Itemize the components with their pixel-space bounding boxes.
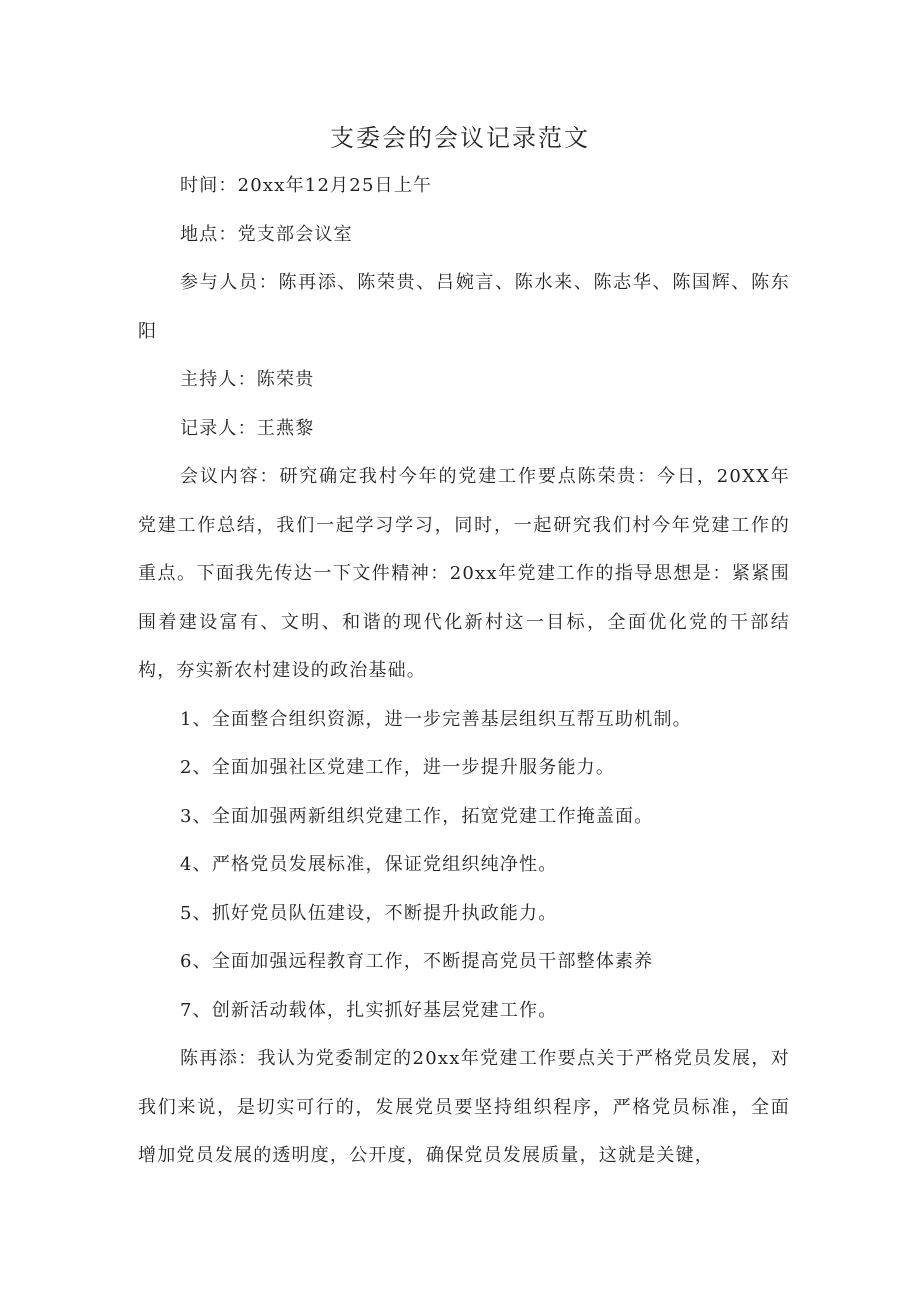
document-body bbox=[138, 162, 790, 1181]
list-item: 5、抓好党员队伍建设，不断提升执政能力。 bbox=[180, 902, 558, 924]
list-item: 1、全面整合组织资源，进一步完善基层组织互帮互助机制。 bbox=[180, 708, 692, 730]
meeting-location: 地点：党支部会议室 bbox=[180, 223, 353, 245]
meeting-recorder: 记录人：王燕黎 bbox=[180, 417, 315, 439]
meeting-host: 主持人：陈荣贵 bbox=[180, 369, 315, 390]
list-item: 3、全面加强两新组织党建工作，拓宽党建工作掩盖面。 bbox=[180, 805, 654, 827]
meeting-time: 时间：20xx年12月25日上午 bbox=[180, 175, 433, 196]
meeting-content: 会议内容：研究确定我村今年的党建工作要点陈荣贵：今日，20XX年党建工作总结，我们一起学习学习，同时，一起研究我们村今年党建工作的重点。下面我先传达一下文件精神：20xx年党建工作的指导思想是：紧紧围围着建设富有、文明、和谐的现代化新村这一目标，全面优化党的干部结构，夯实新农村建设的政治基础。 bbox=[138, 466, 790, 681]
meeting-participants: 参与人员：陈再添、陈荣贵、吕婉言、陈水来、陈志华、陈国辉、陈东阳 bbox=[138, 272, 790, 342]
list-item: 2、全面加强社区党建工作，进一步提升服务能力。 bbox=[180, 757, 616, 778]
list-item: 4、严格党员发展标准，保证党组织纯净性。 bbox=[180, 854, 558, 875]
list-item: 6、全面加强远程教育工作，不断提高党员干部整体素养 bbox=[180, 951, 654, 972]
speaker-statement: 陈再添：我认为党委制定的20xx年党建工作要点关于严格党员发展，对我们来说，是切实可行的，发展党员要坚持组织程序，严格党员标准，全面增加党员发展的透明度，公开度，确保党员发展质量，这就是关键， bbox=[138, 1048, 790, 1166]
list-item: 7、创新活动载体，扎实抓好基层党建工作。 bbox=[180, 999, 558, 1021]
document-title: 支委会的会议记录范文 bbox=[330, 124, 590, 152]
